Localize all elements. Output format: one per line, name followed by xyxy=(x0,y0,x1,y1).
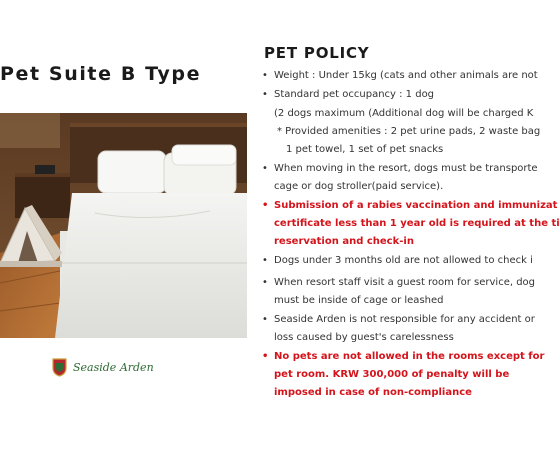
policy-line-warning xyxy=(262,350,544,364)
bullet-icon: • xyxy=(262,70,268,81)
policy-line-text: Standard pet occupancy : 1 dog xyxy=(274,89,435,100)
policy-line-text: No pets are not allowed in the rooms except for xyxy=(274,351,545,362)
policy-line xyxy=(262,88,434,102)
policy-line xyxy=(277,125,540,139)
policy-line xyxy=(274,294,444,308)
policy-line-warning xyxy=(274,386,472,400)
room-photo xyxy=(0,113,247,338)
policy-line-text: When moving in the resort, dogs must be transporte xyxy=(274,163,538,174)
bullet-icon: • xyxy=(262,89,268,100)
policy-line-warning xyxy=(274,235,414,249)
policy-line-text: imposed in case of non-compliance xyxy=(274,387,472,398)
policy-list xyxy=(262,65,560,405)
bullet-icon: • xyxy=(262,314,268,325)
policy-line-warning xyxy=(262,199,557,213)
policy-line xyxy=(274,331,454,345)
policy-line xyxy=(286,143,443,157)
policy-line-text: When resort staff visit a guest room for service, dog xyxy=(274,277,536,288)
room-photo-illustration xyxy=(0,113,247,338)
policy-line xyxy=(262,276,535,290)
policy-line xyxy=(274,180,443,194)
policy-line-text: reservation and check-in xyxy=(274,236,414,247)
policy-line xyxy=(262,162,538,176)
suite-title: Pet Suite B Type xyxy=(0,63,202,85)
policy-line-text: pet room. KRW 300,000 of penalty will be xyxy=(274,369,510,380)
logo-text: Seaside Arden xyxy=(73,360,154,374)
policy-line-text: cage or dog stroller(paid service). xyxy=(274,181,444,192)
policy-line-text: 1 pet towel, 1 set of pet snacks xyxy=(286,144,444,155)
crest-icon xyxy=(52,357,67,377)
policy-line-warning xyxy=(274,368,509,382)
policy-line-text: Weight : Under 15kg (cats and other animals are not xyxy=(274,70,538,81)
policy-line xyxy=(262,254,533,268)
policy-line xyxy=(262,69,538,83)
policy-line xyxy=(262,313,535,327)
bullet-icon: • xyxy=(262,255,268,266)
bullet-icon: • xyxy=(262,277,268,288)
policy-line-text: * Provided amenities : 2 pet urine pads, 2 waste bag xyxy=(277,126,541,137)
policy-line-text: Dogs under 3 months old are not allowed to check i xyxy=(274,255,533,266)
bullet-icon: • xyxy=(262,351,269,362)
policy-line-text: Seaside Arden is not responsible for any accident or xyxy=(274,314,535,325)
policy-line-warning xyxy=(274,217,560,231)
policy-heading: PET POLICY xyxy=(264,44,370,62)
policy-line-text: must be inside of cage or leashed xyxy=(274,295,444,306)
bullet-icon: • xyxy=(262,163,268,174)
policy-line xyxy=(274,107,533,121)
policy-line-text: (2 dogs maximum (Additional dog will be charged K xyxy=(274,108,534,119)
seaside-arden-logo xyxy=(52,356,154,378)
policy-line-text: loss caused by guest's carelessness xyxy=(274,332,454,343)
bullet-icon: • xyxy=(262,200,269,211)
policy-line-text: Submission of a rabies vaccination and immunizat xyxy=(274,200,558,211)
policy-line-text: certificate less than 1 year old is required at the ti xyxy=(274,218,560,229)
